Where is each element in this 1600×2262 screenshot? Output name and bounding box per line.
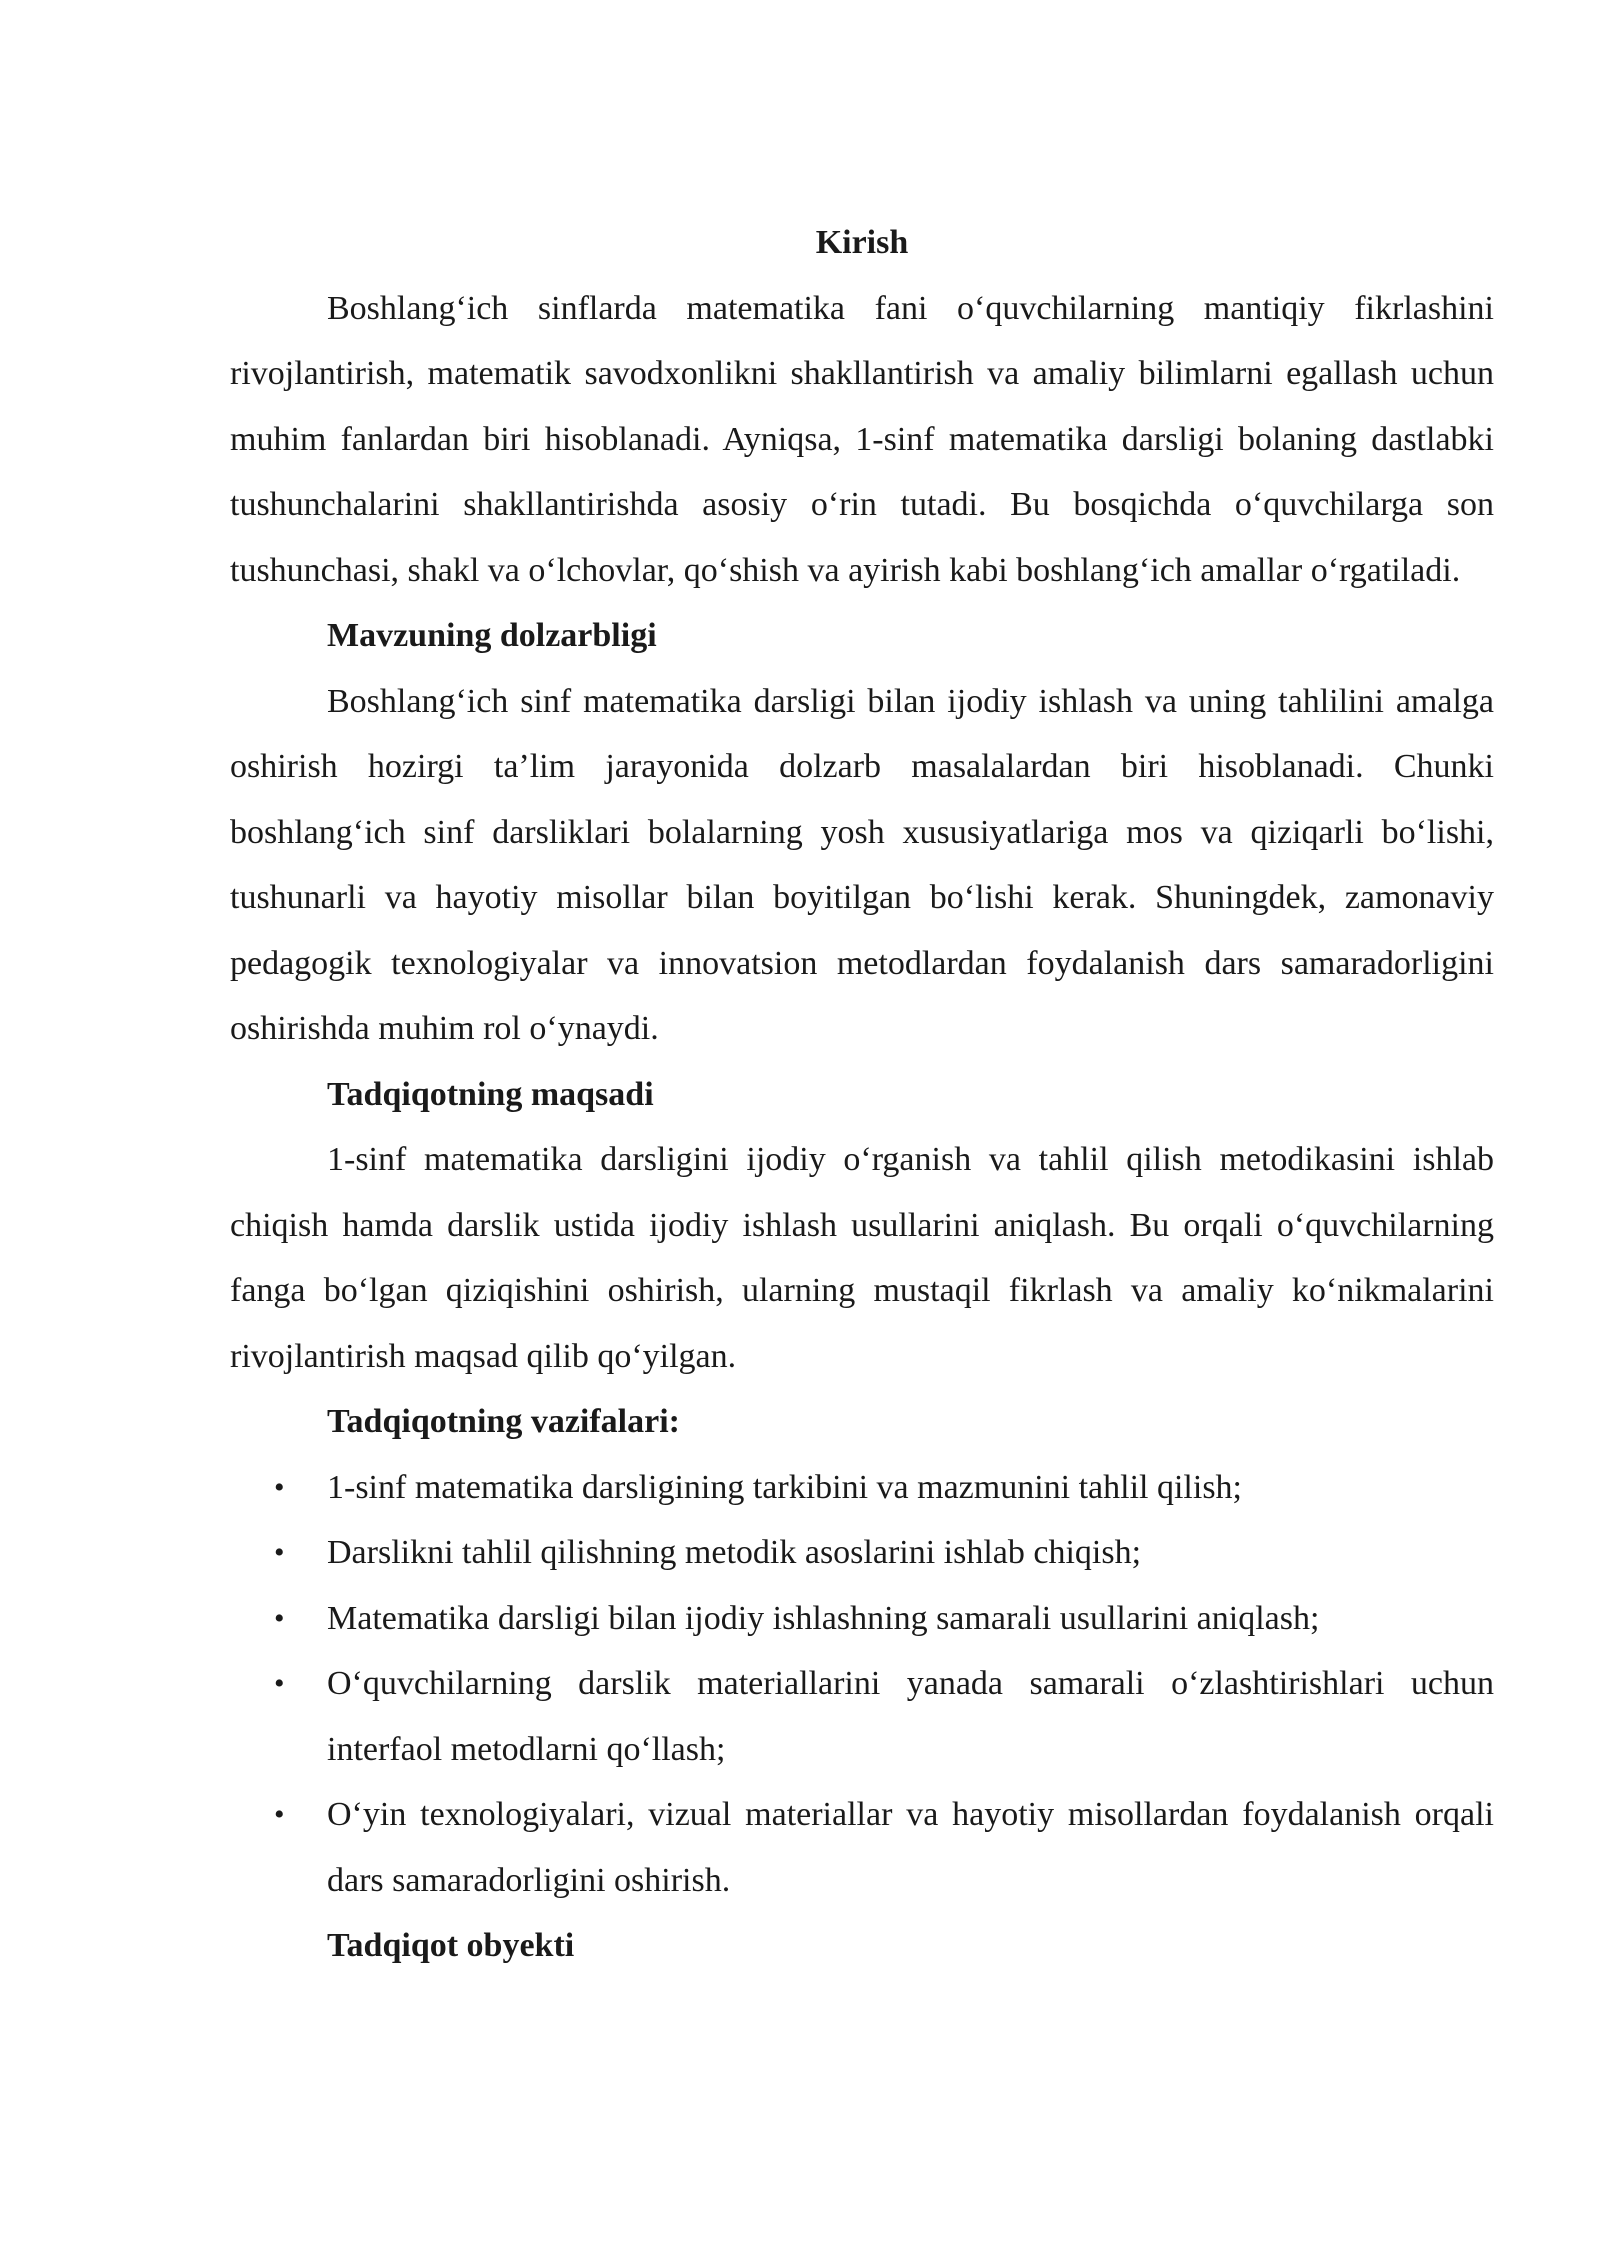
bullet-icon: • bbox=[274, 1798, 285, 1831]
tasks-heading: Tadqiqotning vazifalari: bbox=[327, 1403, 680, 1440]
goal-paragraph: 1-sinf matematika darsligini ijodiy o‘rganish va tahlil qilish metodikasini ishlab chiqish hamda darslik ustida ijodiy ishlash usullarini aniqlash. Bu orqali o‘quvchilarning fanga bo‘lgan qiziqishini oshirish, ularning mustaqil fikrlash va amaliy ko‘nikmalarini rivojlantirish maqsad qilib qo‘yilgan. bbox=[230, 1141, 1494, 1375]
list-item bbox=[230, 1586, 1494, 1652]
relevance-heading: Mavzuning dolzarbligi bbox=[327, 617, 657, 654]
document-page bbox=[230, 210, 1494, 1979]
object-heading: Tadqiqot obyekti bbox=[327, 1927, 575, 1964]
list-item bbox=[230, 1455, 1494, 1521]
goal-heading: Tadqiqotning maqsadi bbox=[327, 1075, 654, 1113]
bullet-icon: • bbox=[274, 1601, 285, 1635]
task-text: 1-sinf matematika darsligining tarkibini va mazmunini tahlil qilish; bbox=[327, 1468, 1242, 1506]
bullet-icon: • bbox=[274, 1470, 285, 1504]
tasks-list bbox=[230, 1455, 1494, 1914]
list-item bbox=[230, 1782, 1494, 1913]
relevance-paragraph: Boshlang‘ich sinf matematika darsligi bilan ijodiy ishlash va uning tahlilini amalga oshirish hozirgi ta’lim jarayonida dolzarb masalalardan biri hisoblanadi. Chunki boshlang‘ich sinf darsliklari bolalarning yosh xususiyatlariga mos va qiziqarli bo‘lishi, tushunarli va hayotiy misollar bilan boyitilgan bo‘lishi kerak. Shuningdek, zamonaviy pedagogik texnologiyalar va innovatsion metodlardan foydalanish dars samaradorligini oshirishda muhim rol o‘ynaydi. bbox=[230, 682, 1494, 1047]
task-text: Matematika darsligi bilan ijodiy ishlashning samarali usullarini aniqlash; bbox=[327, 1599, 1320, 1637]
task-text: O‘yin texnologiyalari, vizual materiallar va hayotiy misollardan foydalanish orqali dars samaradorligini oshirish. bbox=[327, 1796, 1494, 1899]
list-item bbox=[230, 1520, 1494, 1586]
document-title: Kirish bbox=[815, 224, 909, 261]
intro-paragraph: Boshlang‘ich sinflarda matematika fani o‘quvchilarning mantiqiy fikrlashini rivojlantirish, matematik savodxonlikni shakllantirish va amaliy bilimlarni egallash uchun muhim fanlardan biri hisoblanadi. Ayniqsa, 1-sinf matematika darsligi bolaning dastlabki tushunchalarini shakllantirishda asosiy o‘rin tutadi. Bu bosqichda o‘quvchilarga son tushunchasi, shakl va o‘lchovlar, qo‘shish va ayirish kabi boshlang‘ich amallar o‘rgatiladi. bbox=[230, 289, 1494, 589]
bullet-icon: • bbox=[274, 1667, 285, 1700]
task-text: O‘quvchilarning darslik materiallarini yanada samarali o‘zlashtirishlari uchun interfaol metodlarni qo‘llash; bbox=[327, 1665, 1494, 1768]
task-text: Darslikni tahlil qilishning metodik asoslarini ishlab chiqish; bbox=[327, 1534, 1142, 1571]
list-item bbox=[230, 1651, 1494, 1782]
bullet-icon: • bbox=[274, 1536, 285, 1569]
